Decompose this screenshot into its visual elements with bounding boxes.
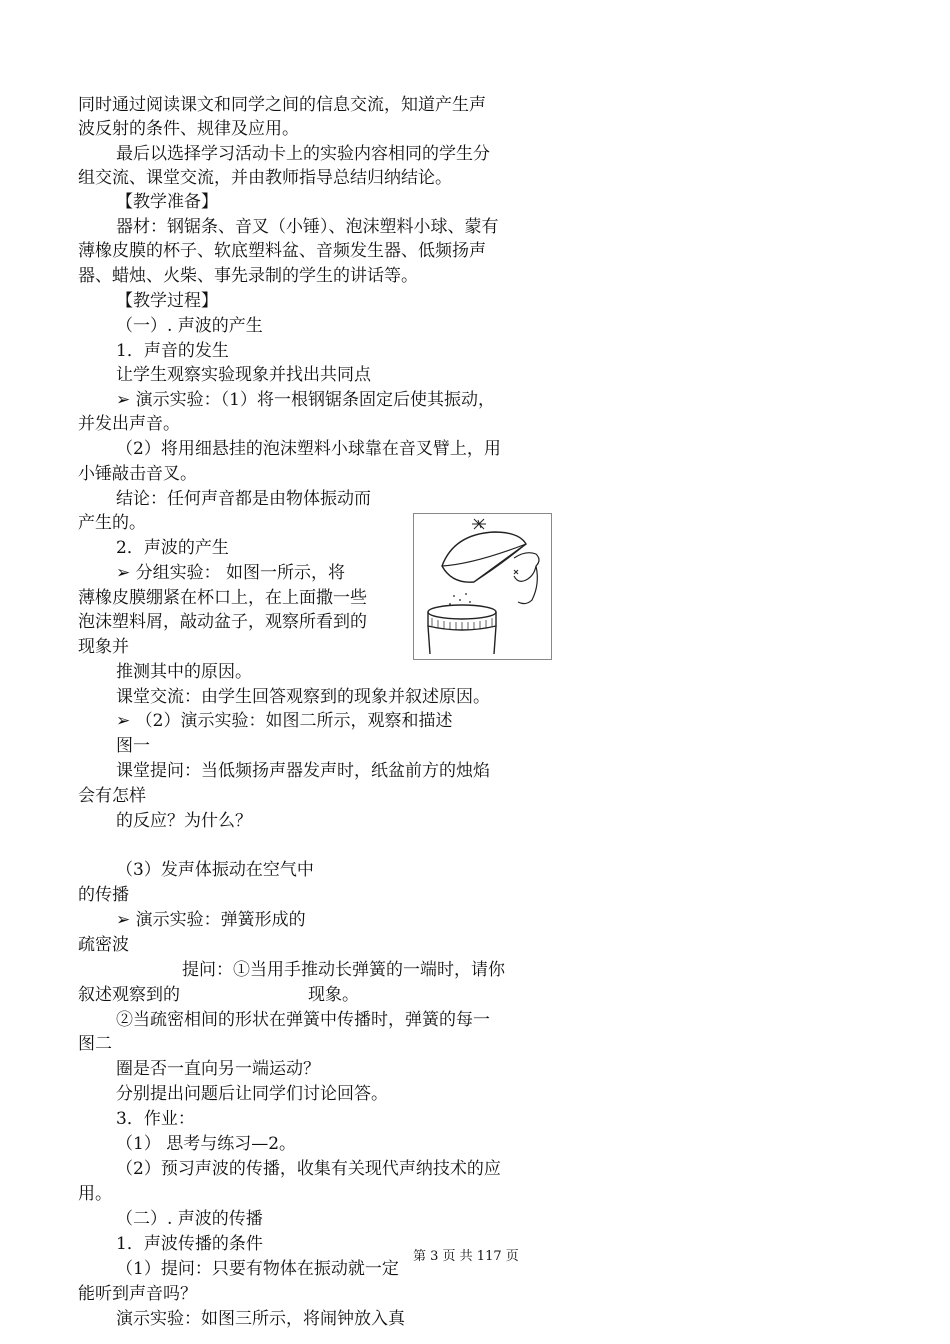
text-line: ➢ （2）演示实验：如图二所示，观察和描述 <box>116 711 453 731</box>
figure-caption: 图二 <box>78 1034 112 1054</box>
text-line: 泡沫塑料屑，敲动盆子，观察所看到的 <box>78 612 367 632</box>
text-line: 器材：钢锯条、音叉（小锤）、泡沫塑料小球、蒙有 <box>116 217 499 237</box>
text-line: 推测其中的原因。 <box>116 662 252 682</box>
text-line: 最后以选择学习活动卡上的实验内容相同的学生分 <box>116 144 490 164</box>
text-line: 产生的。 <box>78 513 146 533</box>
text-line: （2）预习声波的传播，收集有关现代声纳技术的应 <box>116 1159 501 1179</box>
text-line: 现象。 <box>308 985 359 1005</box>
text-line: ➢ 演示实验：弹簧形成的 <box>116 910 306 930</box>
subsection-heading: （二）. 声波的传播 <box>116 1209 263 1229</box>
text-line: （1） 思考与练习—2。 <box>116 1134 297 1154</box>
text-line: 薄橡皮膜绷紧在杯口上，在上面撒一些 <box>78 588 367 608</box>
text-line: （3）发声体振动在空气中 <box>116 860 314 880</box>
text-line: 课堂交流：由学生回答观察到的现象并叙述原因。 <box>116 687 490 707</box>
text-line: 能听到声音吗？ <box>78 1284 197 1304</box>
text-line: 圈是否一直向另一端运动？ <box>116 1059 320 1079</box>
text-line: 现象并 <box>78 637 129 657</box>
section-heading: 【教学准备】 <box>116 192 218 212</box>
text-line: 演示实验：如图三所示，将闹钟放入真 <box>116 1309 405 1329</box>
text-line: 让学生观察实验现象并找出共同点 <box>116 365 371 385</box>
text-line: 3．作业： <box>116 1109 195 1129</box>
text-line: 器、蜡烛、火柴、事先录制的学生的讲话等。 <box>78 266 418 286</box>
text-line: 叙述观察到的 <box>78 985 180 1005</box>
text-line: 并发出声音。 <box>78 414 180 434</box>
figure-one-illustration <box>413 513 552 660</box>
text-line: 组交流、课堂交流，并由教师指导总结归纳结论。 <box>78 168 452 188</box>
text-line: 疏密波 <box>78 935 129 955</box>
text-line: ➢ 分组实验： 如图一所示，将 <box>116 563 346 583</box>
text-line: 1．声波传播的条件 <box>116 1234 263 1254</box>
text-line: ②当疏密相间的形状在弹簧中传播时，弹簧的每一 <box>116 1010 490 1030</box>
text-line: 课堂提问：当低频扬声器发声时，纸盆前方的烛焰 <box>116 761 490 781</box>
text-line: 用。 <box>78 1184 112 1204</box>
text-line: 薄橡皮膜的杯子、软底塑料盆、音频发生器、低频扬声 <box>78 241 486 261</box>
text-line: 1．声音的发生 <box>116 341 229 361</box>
section-heading: 【教学过程】 <box>116 291 218 311</box>
text-line: 会有怎样 <box>78 786 146 806</box>
text-line: 2．声波的产生 <box>116 538 229 558</box>
subsection-heading: （一）. 声波的产生 <box>116 316 263 336</box>
text-line: 的传播 <box>78 885 129 905</box>
figure-caption: 图一 <box>116 736 150 756</box>
text-line: 同时通过阅读课文和同学之间的信息交流，知道产生声 <box>78 95 486 115</box>
text-line: 小锤敲击音叉。 <box>78 464 197 484</box>
text-line: 分别提出问题后让同学们讨论回答。 <box>116 1084 388 1104</box>
page-number-footer: 第 3 页 共 117 页 <box>413 1249 519 1264</box>
text-line: 提问：①当用手推动长弹簧的一端时，请你 <box>182 960 505 980</box>
text-line: 结论：任何声音都是由物体振动而 <box>116 489 371 509</box>
text-line: （2）将用细悬挂的泡沫塑料小球靠在音叉臂上，用 <box>116 439 501 459</box>
text-line: 波反射的条件、规律及应用。 <box>78 119 299 139</box>
drum-experiment-drawing <box>414 514 551 659</box>
text-line: 的反应？为什么？ <box>116 811 252 831</box>
text-line: （1）提问：只要有物体在振动就一定 <box>116 1259 399 1279</box>
text-line: ➢ 演示实验：（1）将一根钢锯条固定后使其振动， <box>116 390 495 410</box>
